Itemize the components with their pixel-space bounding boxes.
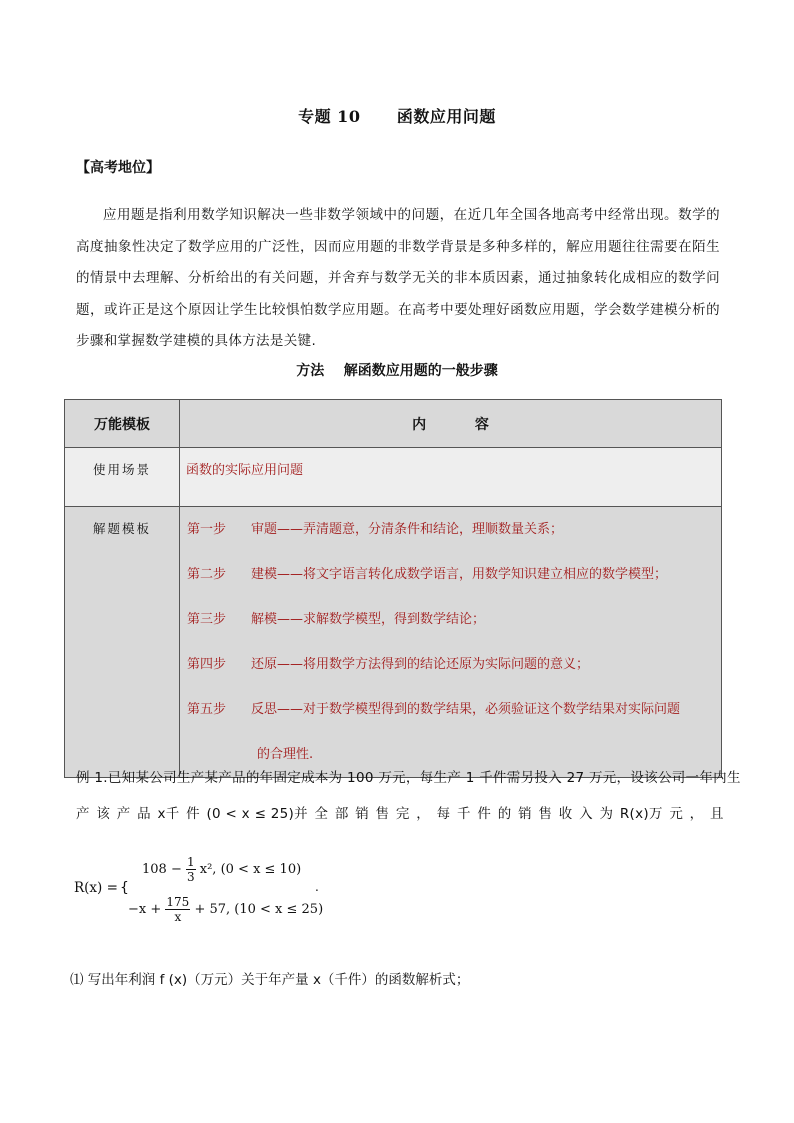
example-line-1: 例 1.已知某公司生产某产品的年固定成本为 100 万元，每生产 1 千件需另投入 27 万元，设该公司一年内生 (76, 770, 741, 786)
steps-list (181, 508, 720, 776)
fraction (165, 895, 190, 924)
list-item (187, 563, 714, 608)
example-word: (0 < x ≤ 25)并 (206, 806, 308, 822)
row-content-steps (180, 507, 722, 778)
row-content-scene: 函数的实际应用问题 (180, 448, 722, 507)
step-text: 反思——对于数学模型得到的数学结果，必须验证这个数学结果对实际问题 (251, 702, 681, 717)
example-word: 品 (137, 806, 151, 822)
intro-paragraph (76, 200, 720, 358)
piecewise-formula (70, 855, 370, 935)
row-label-scene: 使用场景 (65, 448, 180, 507)
example-word: ， (689, 806, 704, 822)
example-word: 千 (456, 806, 471, 822)
fraction-numerator: 175 (166, 895, 190, 909)
template-table (64, 399, 722, 778)
table-header-row (65, 400, 722, 448)
example-word: 产 (76, 806, 90, 822)
example-word: 该 (96, 806, 111, 822)
formula-case-1 (142, 855, 301, 884)
intro-text: 应用题是指利用数学知识解决一些非数学领域中的问题，在近几年全国各地高考中经常出现。数学的高度抽象性决定了数学应用的广泛性，因而应用题的非数学背景是多种多样的，解应用题往往需要在陌生的情景中去理解、分析给出的有关问题，并舍弃与数学无关的非本质因素，通过抽象转化成相应的数学问题，或许正是这个原因让学生比较惧怕数学应用题。在高考中要处理好函数应用题，学会数学建模分析的步骤和掌握数学建模的具体方法是关键. (76, 207, 720, 349)
table-row (65, 448, 722, 507)
fraction-numerator: 1 (186, 855, 195, 869)
list-item (187, 698, 714, 743)
example-line-2 (76, 802, 724, 822)
step-key: 第三步 (187, 612, 227, 627)
example-word: R(x)万 (619, 806, 663, 822)
list-item (187, 653, 714, 698)
example-block (76, 766, 741, 822)
example-word: 的 (497, 806, 512, 822)
fraction (186, 855, 196, 884)
example-word: 完 (395, 806, 410, 822)
example-word: 入 (579, 806, 593, 822)
row-label-steps: 解题模板 (65, 507, 180, 778)
formula-text: x², (0 < x ≤ 10) (199, 862, 302, 877)
step-key: 第二步 (187, 567, 227, 582)
step-text: 建模——将文字语言转化成数学语言，用数学知识建立相应的数学模型； (251, 567, 668, 582)
example-word: 件 (477, 806, 492, 822)
fraction-denominator: 3 (186, 870, 195, 884)
section-heading: 【高考地位】 (76, 160, 160, 176)
example-word: 销 (518, 806, 532, 822)
step-text: 解模——求解数学模型，得到数学结论； (251, 612, 486, 627)
formula-end-dot: . (315, 880, 319, 894)
formula-text: 108 − (142, 862, 182, 877)
step-key: 第五步 (187, 702, 227, 717)
example-word: x千 (157, 806, 180, 822)
formula-lhs: R(x) = (74, 880, 118, 896)
question-1: ⑴ 写出年利润 f (x)（万元）关于年产量 x（千件）的函数解析式； (70, 972, 470, 988)
step-key: 第四步 (187, 657, 227, 672)
example-word: 产 (116, 806, 131, 822)
formula-case-2 (128, 895, 323, 924)
example-word: 收 (558, 806, 573, 822)
example-word: ， (416, 806, 431, 822)
example-word: 每 (436, 806, 451, 822)
step-text: 还原——将用数学方法得到的结论还原为实际问题的意义； (251, 657, 590, 672)
example-word: 全 (314, 806, 329, 822)
formula-text: −x + (128, 902, 162, 917)
header-content: 内 容 (180, 400, 722, 448)
example-word: 元 (669, 806, 684, 822)
step-key: 第一步 (187, 522, 227, 537)
example-word: 售 (538, 806, 553, 822)
list-item (187, 608, 714, 653)
step-continuation: 的合理性. (257, 747, 314, 762)
table-row (65, 507, 722, 778)
fraction-denominator: x (174, 910, 182, 924)
formula-text: + 57, (10 < x ≤ 25) (194, 902, 324, 917)
example-word: 且 (710, 806, 724, 822)
header-template: 万能模板 (65, 400, 180, 448)
example-word: 件 (186, 806, 200, 822)
list-item (187, 518, 714, 563)
step-text: 审题——弄清题意，分清条件和结论，理顺数量关系； (251, 522, 564, 537)
page-title: 专题 10 函数应用问题 (298, 107, 496, 126)
method-title: 方法 解函数应用题的一般步骤 (296, 363, 498, 379)
example-word: 销 (355, 806, 369, 822)
example-word: 售 (375, 806, 390, 822)
example-word: 为 (599, 806, 614, 822)
example-word: 部 (334, 806, 349, 822)
formula-brace: { (120, 880, 129, 896)
